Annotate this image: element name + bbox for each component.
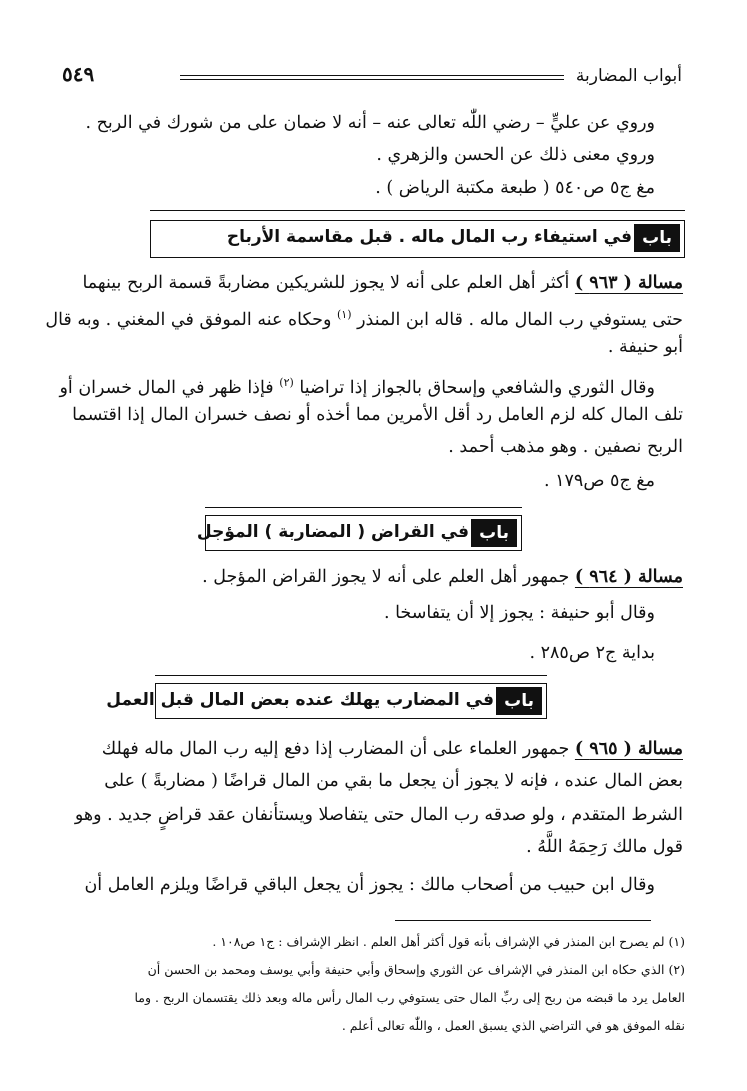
running-section-title: أبواب المضاربة xyxy=(575,66,682,86)
text-line xyxy=(102,734,683,764)
issue-text: حتى يستوفي رب المال ماله . قاله ابن المنذر xyxy=(357,309,683,330)
footnote: (٢) الذي حكاه ابن المنذر في الإشراف عن الثوري وإسحاق وأبي حنيفة وأبي يوسف ومحمد بن الحسن أن xyxy=(147,962,685,977)
text-line: وروي عن عليٍّ – رضي اللّٰه تعالى عنه – أنه لا ضمان على من شورك في الربح . xyxy=(85,113,655,133)
issue-text: وقال الثوري والشافعي وإسحاق بالجواز إذا تراضيا xyxy=(299,377,655,398)
chapter-title: في استيفاء رب المال ماله . قبل مقاسمة الأرباح xyxy=(226,227,632,247)
footnote-ref: (٢) xyxy=(279,376,294,389)
text-line xyxy=(59,368,655,403)
footnote: نقله الموفق هو في التراضي الذي يسبق العمل ، واللّٰه تعالى أعلم . xyxy=(341,1018,685,1033)
footnote: العامل يرد ما قبضه من ربح إلى ربِّ المال حتى يستوفي رب المال رأس ماله وبعد ذلك يقتسمان الربح . وما xyxy=(134,990,685,1005)
source-reference: مغ ج٥ ص١٧٩ . xyxy=(543,471,655,491)
text-line: وقال ابن حبيب من أصحاب مالك : يجوز أن يجعل الباقي قراضًا ويلزم العامل أن xyxy=(84,875,655,895)
source-reference: مغ ج٥ ص٥٤٠ ( طبعة مكتبة الرياض ) . xyxy=(375,178,655,198)
chapter-heading xyxy=(106,675,547,719)
chapter-heading-rule xyxy=(155,675,547,676)
issue-number: مسالة ( ٩٦٤ ) xyxy=(574,567,683,587)
text-line: وقال أبو حنيفة : يجوز إلا أن يتفاسخا . xyxy=(383,603,655,623)
chapter-heading-box xyxy=(196,515,522,551)
text-line: الربح نصفين . وهو مذهب أحمد . xyxy=(448,437,683,457)
issue-text: أكثر أهل العلم على أنه لا يجوز للشريكين مضاربةً قسمة الربح بينهما xyxy=(82,273,570,293)
chapter-label: باب xyxy=(496,687,542,715)
chapter-heading xyxy=(196,507,522,551)
header-double-rule xyxy=(180,75,564,80)
text-line: بعض المال عنده ، فإنه لا يجوز أن يجعل ما بقي من المال قراضًا ( مضاربةً ) على xyxy=(104,771,683,791)
chapter-heading-box xyxy=(106,683,547,719)
running-header xyxy=(62,62,682,92)
text-line: أبو حنيفة . xyxy=(607,337,683,357)
source-reference: بداية ج٢ ص٢٨٥ . xyxy=(529,643,655,663)
issue-number: مسالة ( ٩٦٥ ) xyxy=(574,739,683,759)
chapter-heading-box xyxy=(150,220,685,258)
chapter-heading xyxy=(150,210,685,258)
issue-text: فإذا ظهر في المال خسران أو xyxy=(59,377,274,398)
issue-number: مسالة ( ٩٦٣ ) xyxy=(574,273,683,293)
text-line xyxy=(82,268,683,298)
issue-text: جمهور أهل العلم على أنه لا يجوز القراض المؤجل . xyxy=(202,567,570,587)
text-line: الشرط المتقدم ، ولو صدقه رب المال حتى يتفاصلا ويستأنفان عقد قراضٍ جديد . وهو xyxy=(74,805,683,825)
footnote: (١) لم يصرح ابن المنذر في الإشراف بأنه قول أكثر أهل العلم . انظر الإشراف : ج١ ص١٠٨ . xyxy=(212,934,685,949)
issue-text: وحكاه عنه الموفق في المغني . وبه قال xyxy=(45,309,332,330)
chapter-heading-rule xyxy=(205,507,522,508)
text-line xyxy=(202,562,683,592)
chapter-label: باب xyxy=(634,224,680,252)
chapter-label: باب xyxy=(471,519,517,547)
footnote-separator xyxy=(395,920,651,921)
issue-text: جمهور العلماء على أن المضارب إذا دفع إليه رب المال ماله فهلك xyxy=(101,739,570,759)
text-line: وروي معنى ذلك عن الحسن والزهري . xyxy=(376,145,655,165)
chapter-heading-rule xyxy=(150,210,685,211)
chapter-title: في القراض ( المضاربة ) المؤجل xyxy=(196,522,469,542)
chapter-title: في المضارب يهلك عنده بعض المال قبل العمل xyxy=(106,690,494,710)
footnote-ref: (١) xyxy=(337,308,352,321)
page-number: ٥٤٩ xyxy=(62,62,95,86)
text-line: قول مالك رَحِمَهُ اللَّهُ . xyxy=(526,837,683,857)
text-line xyxy=(45,300,683,335)
text-line: تلف المال كله لزم العامل رد أقل الأمرين مما أخذه أو نصف خسران المال إذا اقتسما xyxy=(72,405,683,425)
